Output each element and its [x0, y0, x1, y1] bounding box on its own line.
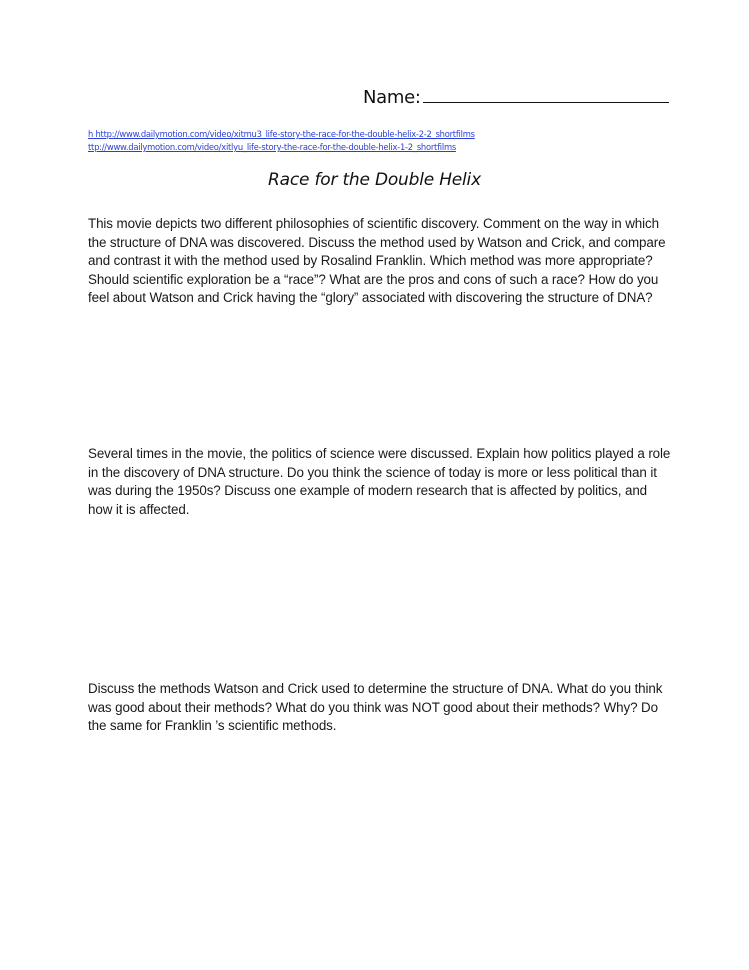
link-url: ttp://www.dailymotion.com/video/xitlyu_life-story-the-race-for-the-double-helix-1-2_shortfilms [88, 142, 456, 152]
name-field[interactable] [363, 86, 669, 108]
question-2: Several times in the movie, the politics of science were discussed. Explain how politics played a role in the discovery of DNA structure. Do you think the science of today is more or less political than it was during the 1950s? Discuss one example of modern research that is affected by politics, and how it is affected. [88, 446, 671, 517]
name-label: Name: [363, 87, 421, 108]
question-3: Discuss the methods Watson and Crick used to determine the structure of DNA. What do you think was good about their methods? What do you think was NOT good about their methods? Why? Do the same for Franklin ’s scientific methods. [88, 681, 663, 734]
name-blank-line[interactable] [423, 86, 669, 103]
video-links [88, 128, 475, 154]
video-link-part-2[interactable] [88, 128, 475, 141]
question-1: This movie depicts two different philosophies of scientific discovery. Comment on the way in which the structure of DNA was discovered. Discuss the method used by Watson and Crick, and compare and contrast it with the method used by Rosalind Franklin. Which method was more appropriate? Should scientific exploration be a “race”? What are the pros and cons of such a race? How do you feel about Watson and Crick having the “glory” associated with discovering the structure of DNA? [88, 216, 666, 306]
page-title: Race for the Double Helix [268, 170, 481, 190]
link-url: http://www.dailymotion.com/video/xitmu3_life-story-the-race-for-the-double-helix-2-2_shortfilms [95, 129, 475, 139]
link-prefix: h [88, 129, 94, 139]
video-link-part-1[interactable] [88, 141, 475, 154]
